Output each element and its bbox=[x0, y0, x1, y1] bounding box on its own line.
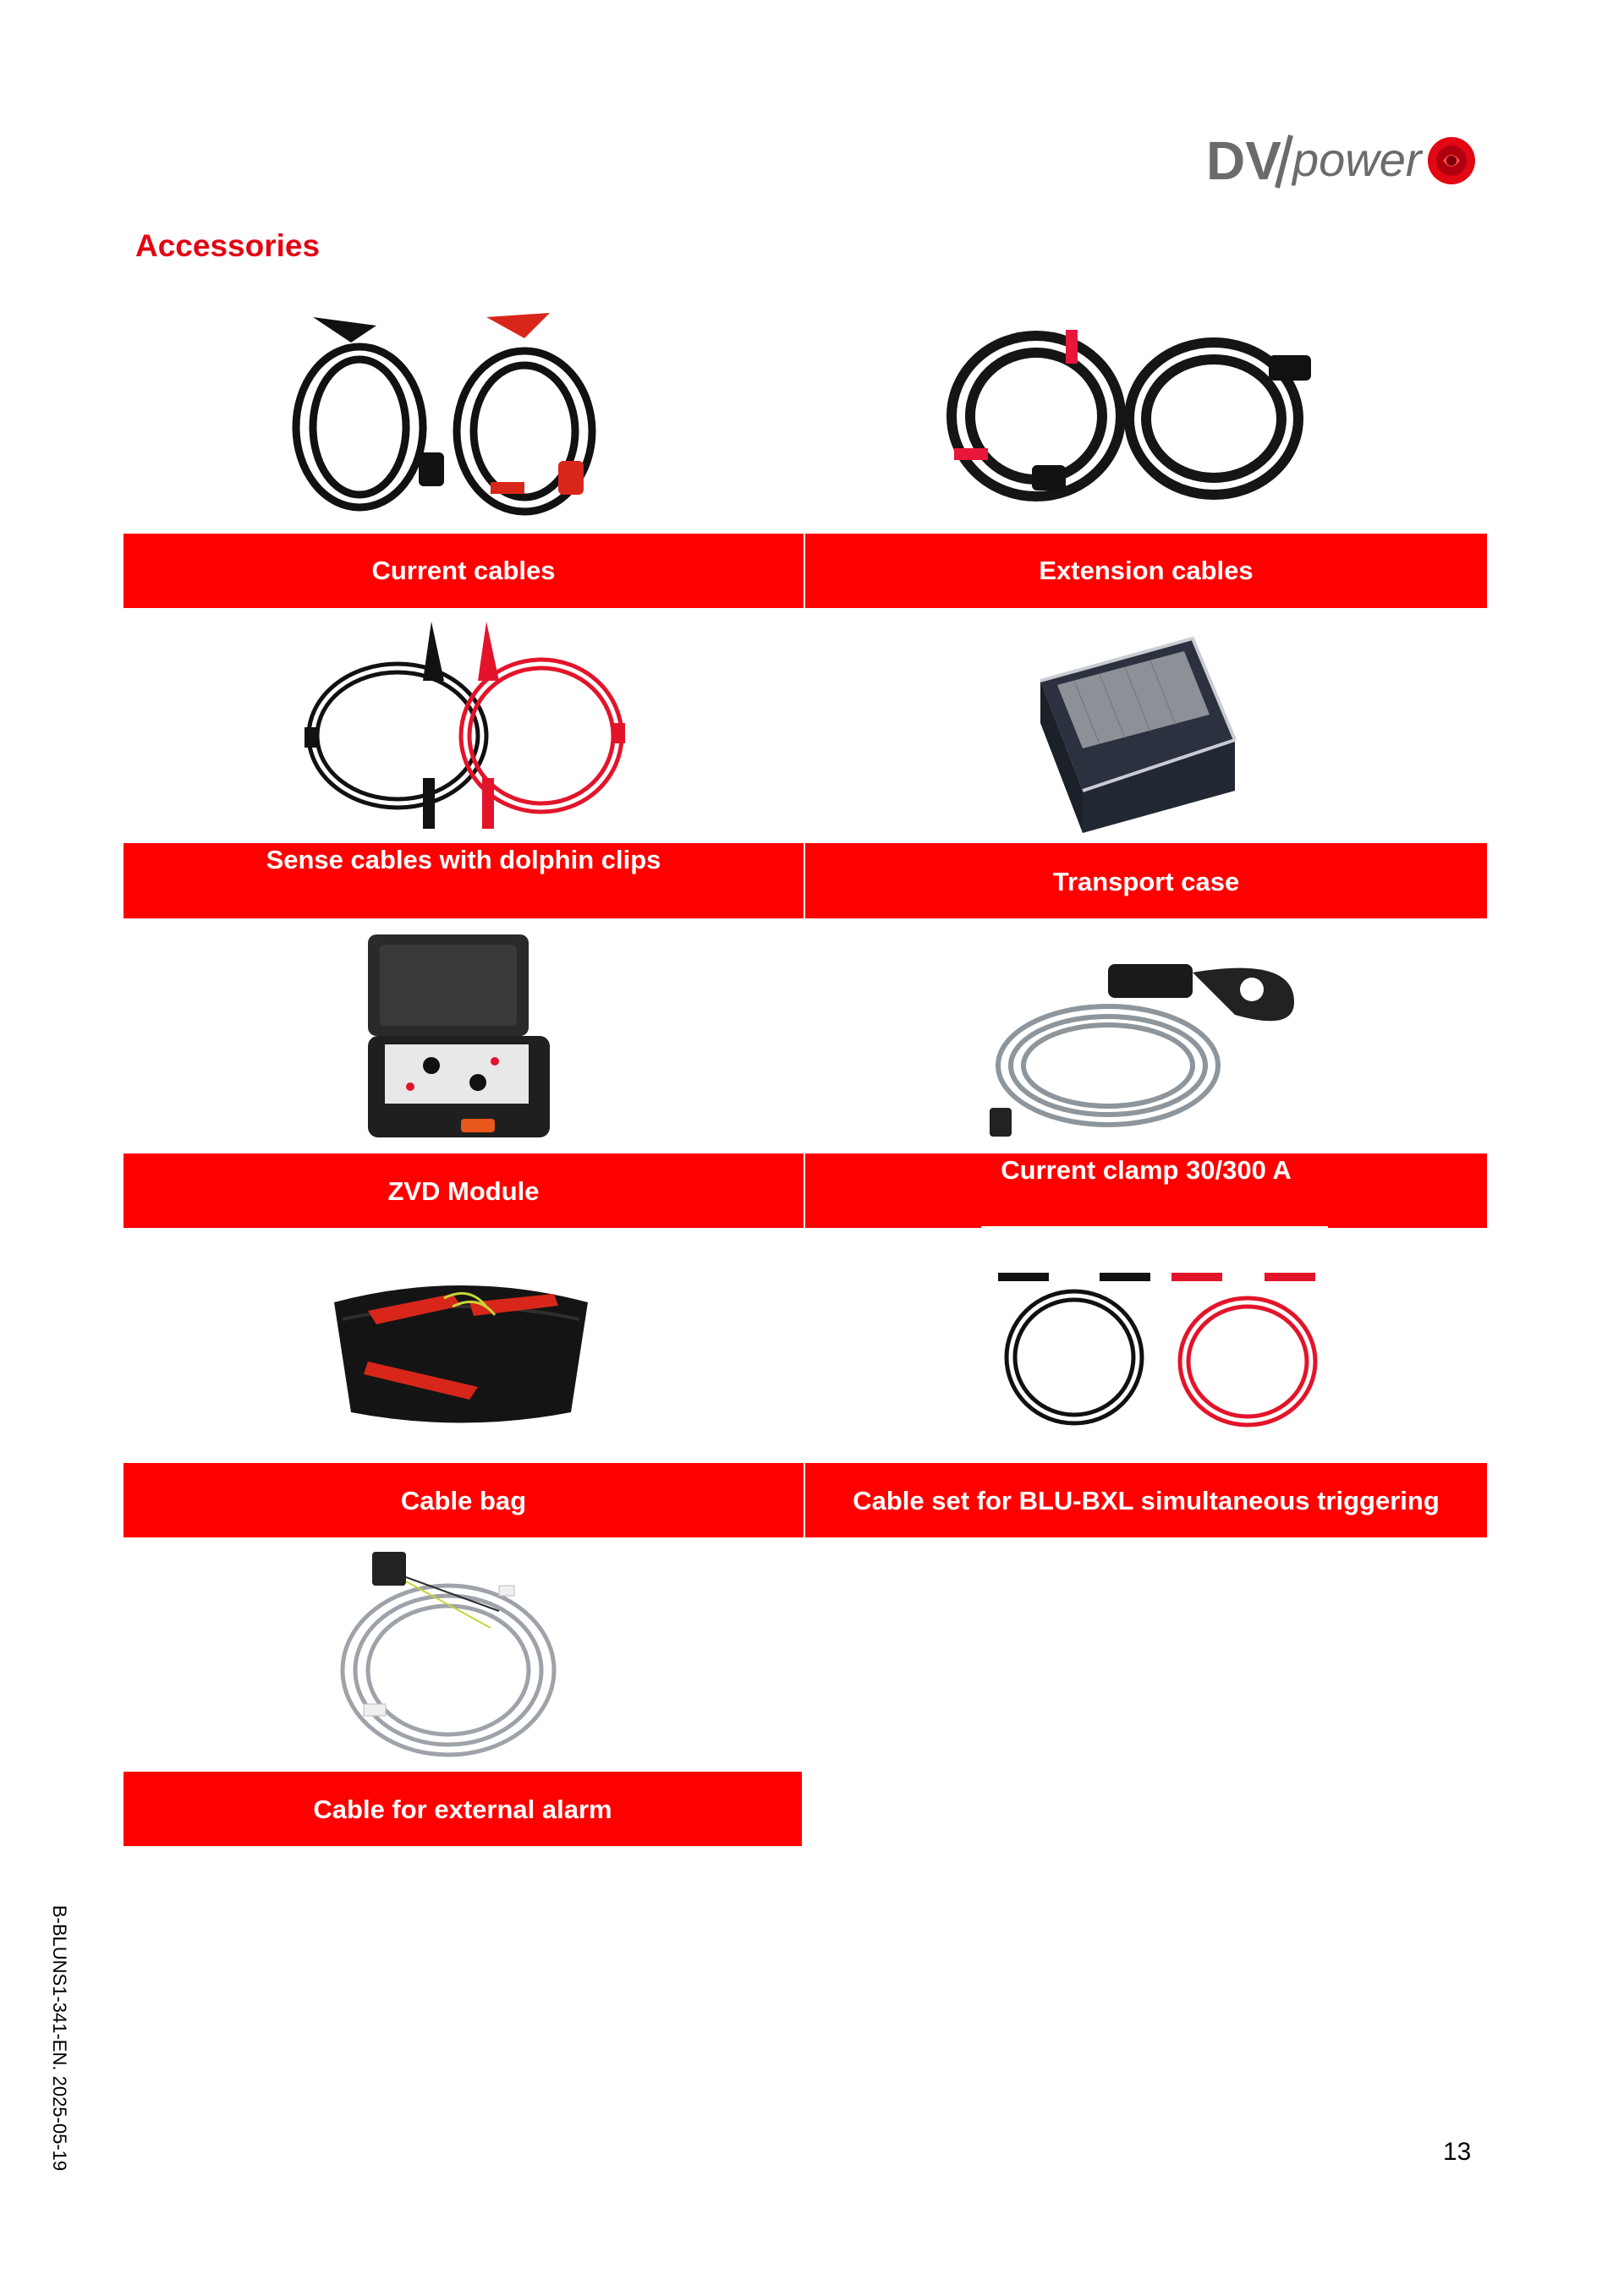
svg-text:power: power bbox=[1292, 133, 1422, 186]
external-alarm-cable-image bbox=[330, 1543, 567, 1767]
document-id-text: B-BLUNS1-341-EN. 2025-05-19 bbox=[49, 1904, 70, 2172]
divider bbox=[981, 1226, 1328, 1229]
accessory-label-trigger-cable-set: Cable set for BLU-BXL simultaneous triggering bbox=[805, 1463, 1487, 1537]
accessory-label-transport-case: Transport case bbox=[805, 843, 1487, 918]
accessory-label-cable-bag: Cable bag bbox=[123, 1463, 804, 1537]
accessory-label-current-clamp: Current clamp 30/300 A bbox=[805, 1153, 1487, 1228]
accessory-label-current-cables: Current cables bbox=[123, 534, 804, 608]
page-number: 13 bbox=[1443, 2138, 1472, 2166]
trigger-cable-set-image bbox=[990, 1264, 1328, 1429]
accessory-label-external-alarm-cable: Cable for external alarm bbox=[123, 1772, 802, 1846]
section-title: Accessories bbox=[135, 228, 321, 263]
transport-case-image bbox=[1023, 622, 1252, 837]
accessory-label-extension-cables: Extension cables bbox=[805, 534, 1487, 608]
document-id bbox=[42, 1899, 76, 2178]
current-clamp-image bbox=[981, 956, 1311, 1142]
accessory-label-zvd-module: ZVD Module bbox=[123, 1153, 804, 1228]
current-cables-image bbox=[279, 300, 651, 520]
dv-power-logo bbox=[1206, 127, 1479, 195]
svg-text:DV: DV bbox=[1206, 130, 1281, 191]
cable-bag-image bbox=[317, 1269, 605, 1429]
accessory-label-sense-cables: Sense cables with dolphin clips bbox=[123, 843, 804, 918]
sense-cables-image bbox=[296, 613, 634, 841]
zvd-module-image bbox=[359, 926, 558, 1146]
extension-cables-image bbox=[939, 321, 1336, 507]
